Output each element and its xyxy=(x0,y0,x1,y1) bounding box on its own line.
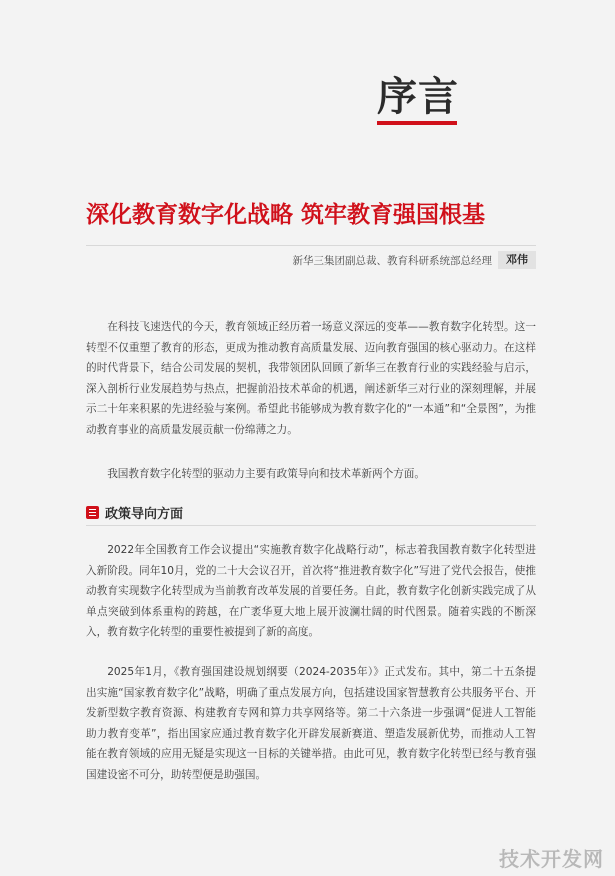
author-name: 邓伟 xyxy=(498,251,536,269)
section-paragraph-2: 2025年1月，《教育强国建设规划纲要（2024-2035年）》正式发布。其中，第二十五条提出实施“国家教育数字化”战略，明确了重点发展方向，包括建设国家智慧教育公共服务平台、开发新型数字教育资源、构建教育专网和算力共享网络等。第二十六条进一步强调“促进人工智能助力教育变革”，指出国家应通过教育数字化开辟发展新赛道、塑造发展新优势，而推动人工智能在教育领域的应用无疑是实现这一目标的关键举措。由此可见，教育数字化转型已经与教育强国建设密不可分，助转型便是助强国。 xyxy=(86,666,536,781)
preface-underline xyxy=(377,121,457,125)
title-divider xyxy=(86,245,536,246)
section-heading-label: 政策导向方面 xyxy=(105,506,184,522)
intro-paragraph-2: 我国教育数字化转型的驱动力主要有政策导向和技术革新两个方面。 xyxy=(107,468,425,480)
site-watermark: 技术开发网 xyxy=(499,847,604,871)
author-role: 新华三集团副总裁、教育科研系统部总经理 xyxy=(292,254,492,267)
section-marker-icon xyxy=(86,506,99,519)
intro-paragraph-1: 在科技飞速迭代的今天，教育领域正经历着一场意义深远的变革——教育数字化转型。这一转型不仅重塑了教育的形态，更成为推动教育高质量发展、迈向教育强国的核心驱动力。在这样的时代背景下，结合公司发展的契机，我带领团队回顾了新华三在教育行业的实践经验与启示，深入剖析行业发展趋势与热点，把握前沿技术革命的机遇，阐述新华三对行业的深刻理解，并展示二十年来积累的先进经验与案例。希望此书能够成为教育数字化的“一本通”和“全景图”，为推动教育事业的高质量发展贡献一份绵薄之力。 xyxy=(86,321,536,436)
article-title: 深化教育数字化战略 筑牢教育强国根基 xyxy=(86,202,486,228)
section-paragraph-1: 2022年全国教育工作会议提出“实施教育数字化战略行动”，标志着我国教育数字化转型进入新阶段。同年10月，党的二十大会议召开，首次将“推进教育数字化”写进了党代会报告，使推动教育实现数字化转型成为当前教育改革发展的首要任务。自此，教育数字化创新实践完成了从单点突破到体系重构的跨越，在广袤华夏大地上展开波澜壮阔的时代图景。随着实践的不断深入，教育数字化转型的重要性被提到了新的高度。 xyxy=(86,544,536,638)
preface-title: 序言 xyxy=(377,74,459,120)
section-divider xyxy=(86,525,536,526)
section-heading xyxy=(86,499,536,525)
author-byline xyxy=(200,250,536,270)
